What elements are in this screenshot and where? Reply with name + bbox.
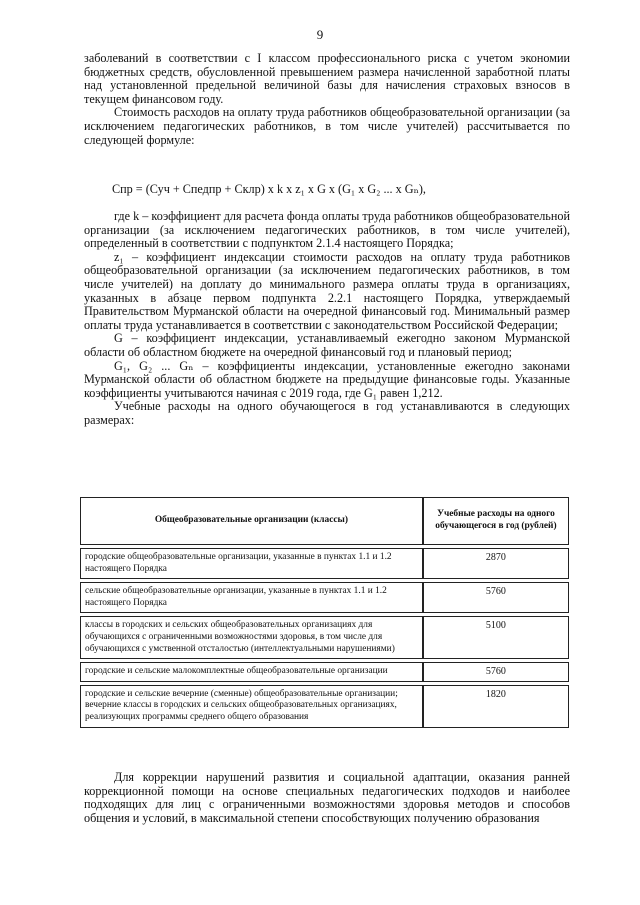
definition-g: G – коэффициент индексации, устанавливаемый ежегодно законом Мурманской области об областном бюджете на очередной финансовый год и плановый период; xyxy=(84,331,570,359)
table-header-costs: Учебные расходы на одного обучающегося в год (рублей) xyxy=(423,497,569,545)
body-text-bottom xyxy=(84,771,570,825)
page-number: 9 xyxy=(316,27,324,42)
paragraph-correction: Для коррекции нарушений развития и социальной адаптации, оказания ранней коррекционной помощи на основе специальных педагогических подходов и наиболее подходящих для лиц с ограниченными возможностями здоровья методов и способов общения и условий, в максимальной степени способствующих получению образования xyxy=(84,770,570,825)
table-cell-value: 5100 xyxy=(423,616,569,659)
table-cell-value: 5760 xyxy=(423,582,569,613)
table-header-organizations: Общеобразовательные организации (классы) xyxy=(80,497,423,545)
table-row xyxy=(80,662,569,682)
definitions-block xyxy=(84,210,570,428)
table-row xyxy=(80,616,569,659)
table-cell-label: городские и сельские малокомплектные общеобразовательные организации xyxy=(80,662,423,682)
table-cell-label: классы в городских и сельских общеобразовательных организациях для обучающихся с ограниченными возможностями здоровья, в том числе для обучающихся с умственной отсталостью (интеллектуальными нарушениями) xyxy=(80,616,423,659)
table-cell-label: городские общеобразовательные организации, указанные в пунктах 1.1 и 1.2 настоящего Порядка xyxy=(80,548,423,579)
body-text-top xyxy=(84,52,570,147)
table-cell-value: 2870 xyxy=(423,548,569,579)
formula: Спр = (Суч + Спедпр + Склр) х k х z₁ х G х (G₁ х G₂ ... х Gₙ), xyxy=(112,182,426,196)
definition-k: где k – коэффициент для расчета фонда оплаты труда работников общеобразовательной организации (за исключением педагогических работников, в том числе учителей), определенный в соответствии с подпунктом 2.1.4 настоящего Порядка; xyxy=(84,209,570,251)
table-cell-value: 1820 xyxy=(423,685,569,728)
definition-g1-gn: G₁, G₂ ... Gₙ – коэффициенты индексации, установленные ежегодно законами Мурманской области об областном бюджете на предыдущие финансовые годы. Указанные коэффициенты учитываются начиная с 2019 года, где G₁ равен 1,212. xyxy=(84,358,570,400)
table-cell-label: сельские общеобразовательные организации, указанные в пунктах 1.1 и 1.2 настоящего Порядка xyxy=(80,582,423,613)
table-cell-label: городские и сельские вечерние (сменные) общеобразовательные организации; вечерние классы в городских и сельских общеобразовательных организациях, реализующих программы среднего общего образования xyxy=(80,685,423,728)
table-header-row xyxy=(80,497,569,545)
paragraph-continuation: заболеваний в соответствии с I классом профессионального риска с учетом экономии бюджетных средств, обусловленной превышением размера начисленной заработной платы над установленной предельной величиной базы для начисления страховых взносов в текущем финансовом году. xyxy=(84,51,570,106)
table-row xyxy=(80,548,569,579)
table-row xyxy=(80,685,569,728)
table-row xyxy=(80,582,569,613)
table-cell-value: 5760 xyxy=(423,662,569,682)
definition-z1: z₁ – коэффициент индексации стоимости расходов на оплату труда работников общеобразовательной организации (за исключением педагогических работников, в том числе учителей) на доплату до минимального размера оплаты труда в организациях, указанных в абзаце первом подпункта 2.2.1 настоящего Порядка, утверждаемый Правительством Мурманской области на очередной финансовый год. Минимальный размер оплаты труда устанавливается в соответствии с законодательством Российской Федерации; xyxy=(84,249,570,332)
costs-table xyxy=(80,494,569,731)
paragraph-cost-formula-intro: Стоимость расходов на оплату труда работников общеобразовательной организации (за исключением педагогических работников, в том числе учителей) рассчитывается по следующей формуле: xyxy=(84,105,570,147)
paragraph-learning-costs-intro: Учебные расходы на одного обучающегося в год устанавливаются в следующих размерах: xyxy=(84,399,570,427)
